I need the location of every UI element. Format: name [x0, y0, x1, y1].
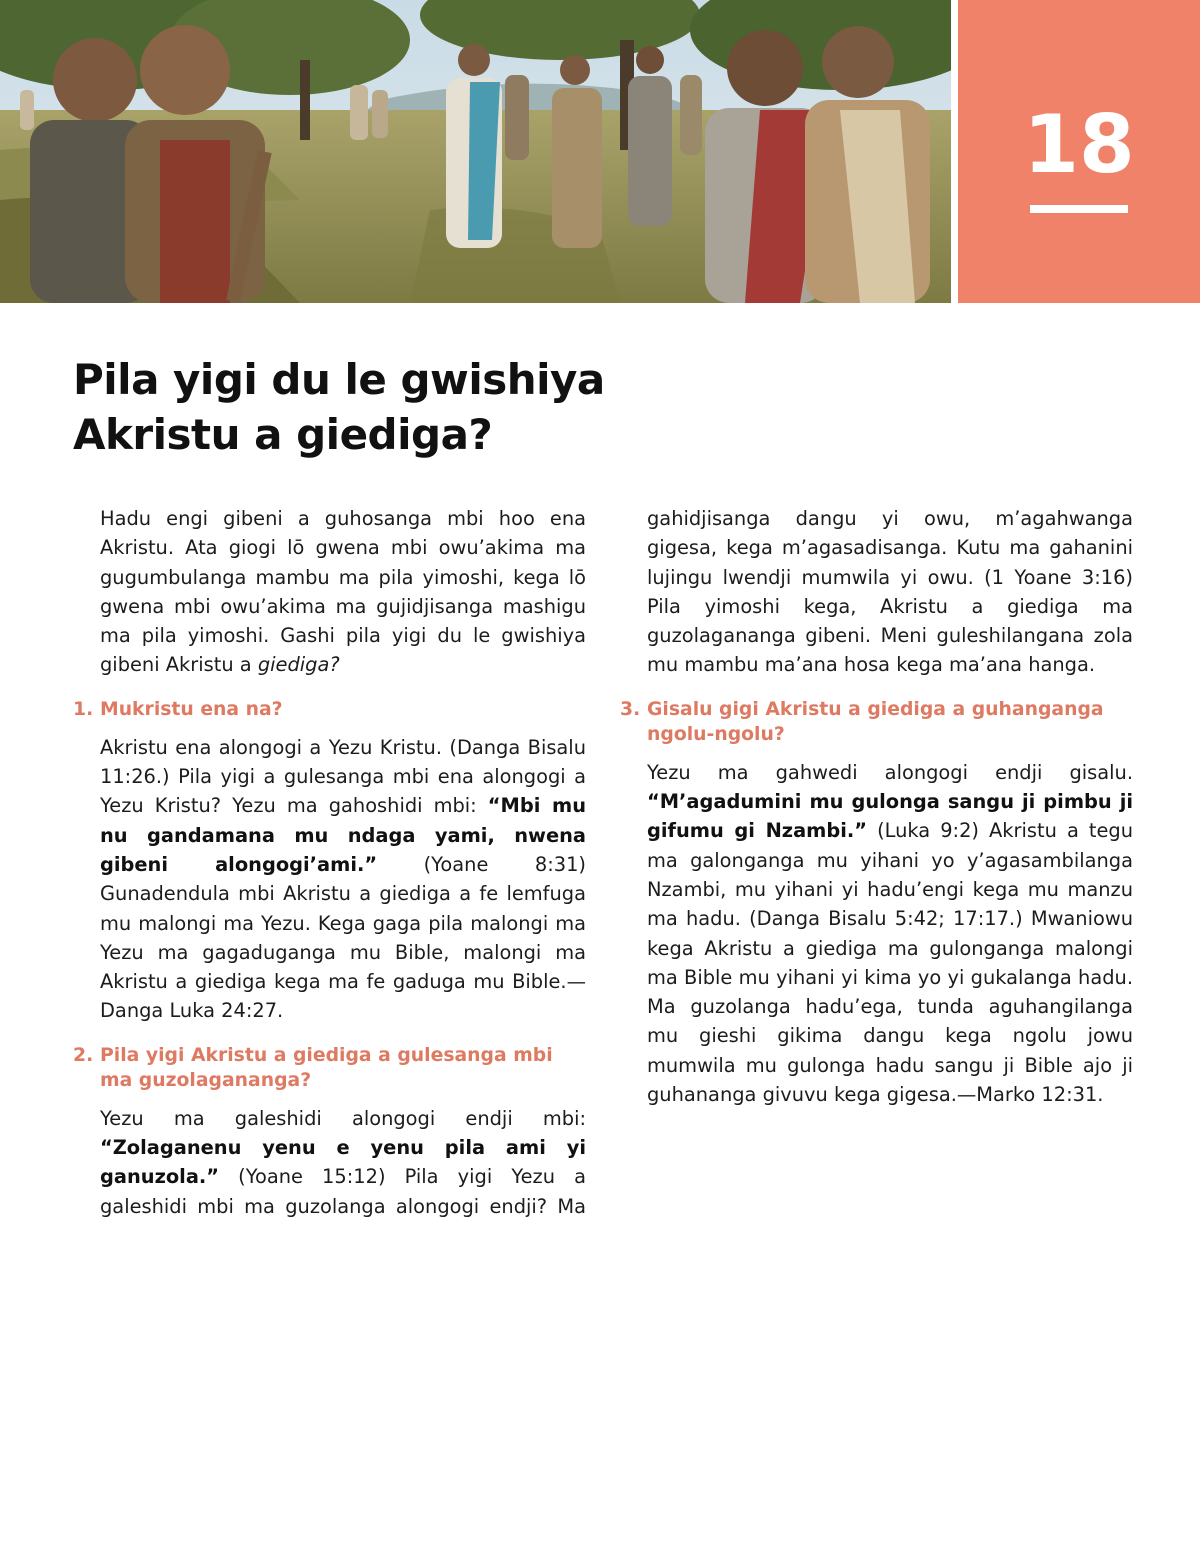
section-2-text-b: (Yoane 15:12) Pila yigi Yezu a galeshidi mbi ma guzolanga alongogi endji? Ma [100, 1165, 586, 1218]
lesson-number-underline [1030, 205, 1128, 213]
section-1-text-b: (Yoane 8:31) Gunadendula mbi Akristu a giediga a fe lemfuga mu malongi ma Yezu. Kega gaga pila malongi ma Yezu ma gagaduganga mu Bible, malongi ma Akristu a giediga kega ma fe gaduga mu Bible.—Danga Luka 24:27. [100, 852, 586, 1023]
left-column [73, 504, 586, 1221]
section-2-continuation [620, 504, 1133, 680]
lesson-number: 18 [1023, 98, 1135, 191]
intro-text: Hadu engi gibeni a guhosanga mbi hoo ena Akristu. Ata giogi lō gwena mbi owu’akima ma gugumbulanga mambu ma pila yimoshi, kega lō gwena mbi owu’akima ma gujidjisanga mashigu ma pila yimoshi. Gashi pila yigi du le gwishiya gibeni Akristu a [100, 507, 586, 677]
section-1-heading [73, 697, 586, 722]
section-1-text-a: Akristu ena alongogi a Yezu Kristu. (Danga Bisalu 11:26.) Pila yigi a gulesanga mbi ena alongogi a Yezu Kristu? Yezu ma gahoshidi mbi: [100, 735, 586, 818]
section-1-paragraph [73, 733, 586, 1026]
section-1-number: 1. [73, 698, 94, 720]
section-2-text-a: Yezu ma galeshidi alongogi endji mbi: [100, 1106, 586, 1130]
title-line-1: Pila yigi du le gwishiya [73, 355, 605, 404]
section-2-quote: “Zolaganenu yenu e yenu pila ami yi ganuzola.” [100, 1136, 586, 1189]
intro-emphasis: giediga? [257, 653, 340, 677]
section-3-heading [620, 697, 1133, 747]
section-2-number: 2. [73, 1044, 94, 1066]
section-3-quote: “M’agadumini mu gulonga sangu ji pimbu ji gifumu gi Nzambi.” [647, 790, 1133, 843]
section-2-title: Pila yigi Akristu a giediga a gulesanga mbi ma guzolagananga? [100, 1044, 553, 1091]
section-3-paragraph [620, 758, 1133, 1110]
section-1-title: Mukristu ena na? [100, 698, 283, 720]
section-3-title: Gisalu gigi Akristu a giediga a guhanganga ngolu-ngolu? [647, 698, 1104, 745]
section-2-paragraph [73, 1104, 586, 1221]
page-title [73, 352, 693, 462]
lesson-number-box [958, 0, 1200, 303]
section-3-text-b: (Luka 9:2) Akristu a tegu ma galonganga mu yihani yo y’agasambilanga Nzambi, mu yihani yi hadu’engi kega mu manzu ma hadu. (Danga Bisalu 5:42; 17:17.) Mwaniowu kega Akristu a giediga ma gulonganga malongi ma Bible mu yihani yi kima yo yi gukalanga hadu. Ma guzolanga hadu’ega, tunda aguhangilanga mu gieshi gikima dangu kega ngolu jowu mumwila mu gulonga hadu sangu ji Bible ajo ji guhananga givuvu kega gigesa.—Marko 12:31. [647, 819, 1134, 1107]
section-1-quote: “Mbi mu nu gandamana mu ndaga yami, nwena gibeni alongogi’ami.” [100, 794, 587, 876]
section-3-number: 3. [620, 698, 641, 720]
title-line-2: Akristu a giediga? [73, 410, 493, 459]
section-2-paragraph-continued: gahidjisanga dangu yi owu, m’agahwanga gigesa, kega m’agasadisanga. Kutu ma gahanini lujingu lwendji mumwila yi owu. (1 Yoane 3:16) Pila yimoshi kega, Akristu a giediga ma guzolagananga gibeni. Meni guleshilangana zola mu mambu ma’ana hosa kega ma’ana hanga. [647, 507, 1133, 677]
right-column [620, 504, 1133, 1109]
section-3-text-a: Yezu ma gahwedi alongogi endji gisalu. [647, 760, 1133, 784]
intro-paragraph [73, 504, 586, 680]
section-2-heading [73, 1043, 586, 1093]
hero-illustration [0, 0, 951, 303]
